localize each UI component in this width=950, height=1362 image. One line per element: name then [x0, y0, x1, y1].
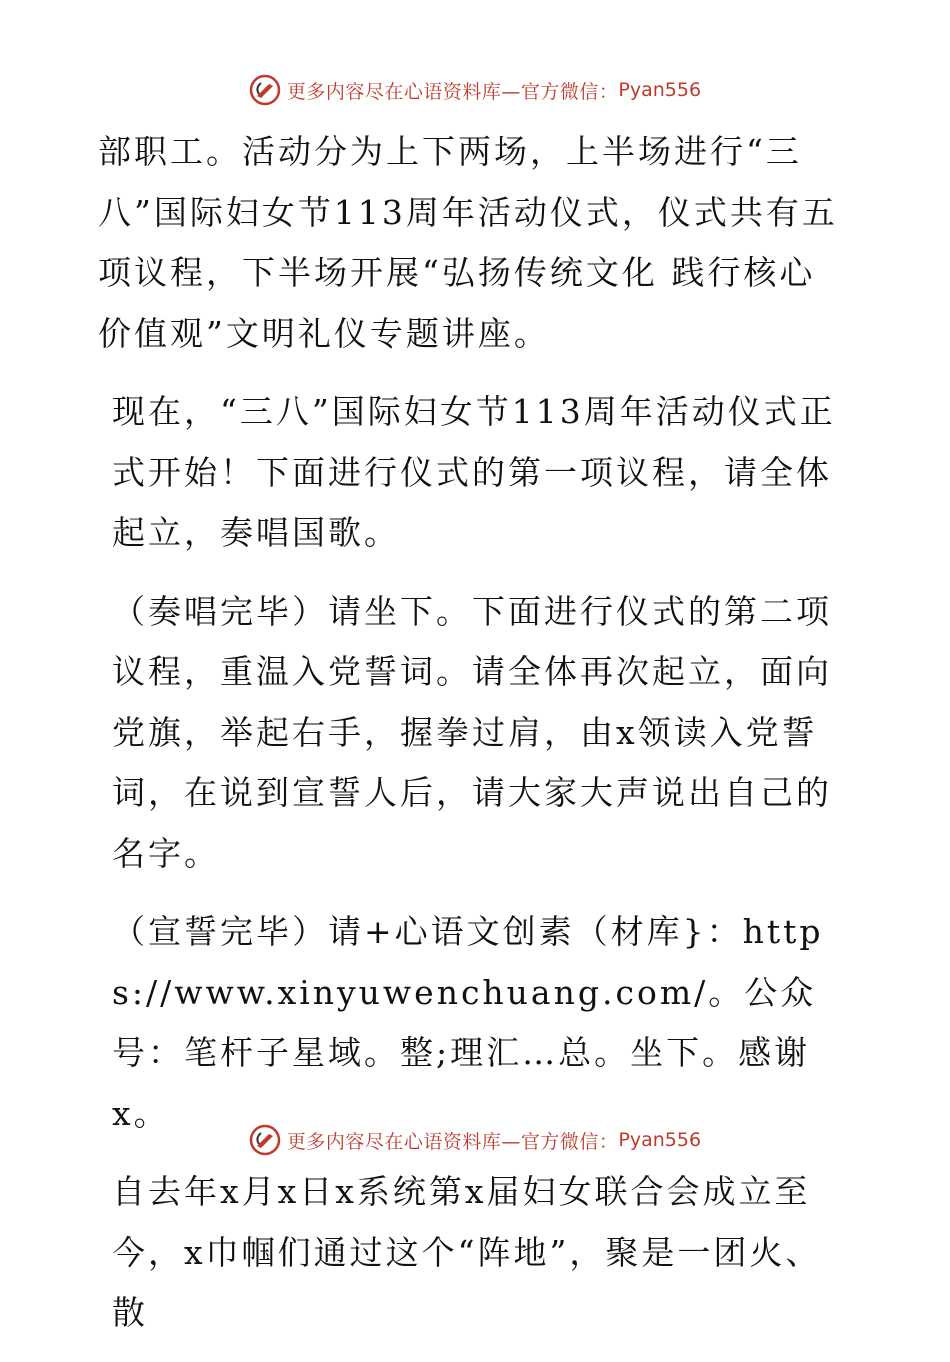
- paragraph: 自去年x月x日x系统第x届妇女联合会成立至今，x巾帼们通过这个“阵地”，聚是一团火、散: [112, 1172, 822, 1332]
- brand-logo-icon: [249, 1124, 281, 1156]
- brand-logo-icon: [249, 74, 281, 106]
- banner-text: 更多内容尽在心语资料库—官方微信：: [286, 80, 619, 103]
- paragraph: 部职工。活动分为上下两场，上半场进行“三八”国际妇女节113周年活动仪式，仪式共有五项议程，下半场开展“弘扬传统文化 践行核心价值观”文明礼仪专题讲座。: [98, 132, 838, 353]
- paragraph: 现在，“三八”国际妇女节113周年活动仪式正式开始！下面进行仪式的第一项议程，请全体起立，奏唱国歌。: [112, 392, 836, 552]
- paragraph: （宣誓完毕）请+心语文创素（材库}：https://www.xinyuwenchuang.com/。公众号：笔杆子星域。整;理汇…总。坐下。感谢x。: [112, 912, 824, 1133]
- paragraph: （奏唱完毕）请坐下。下面进行仪式的第二项议程，重温入党誓词。请全体再次起立，面向党旗，举起右手，握拳过肩，由x领读入党誓词，在说到宣誓人后，请大家大声说出自己的名字。: [112, 591, 832, 873]
- document-body: [98, 122, 850, 1362]
- banner-text: 更多内容尽在心语资料库—官方微信：: [286, 1130, 619, 1153]
- footer-watermark-banner: [0, 1120, 950, 1160]
- banner-contact: Pyan556: [618, 1129, 702, 1151]
- banner-contact: Pyan556: [618, 79, 702, 101]
- header-watermark-banner: [0, 70, 950, 110]
